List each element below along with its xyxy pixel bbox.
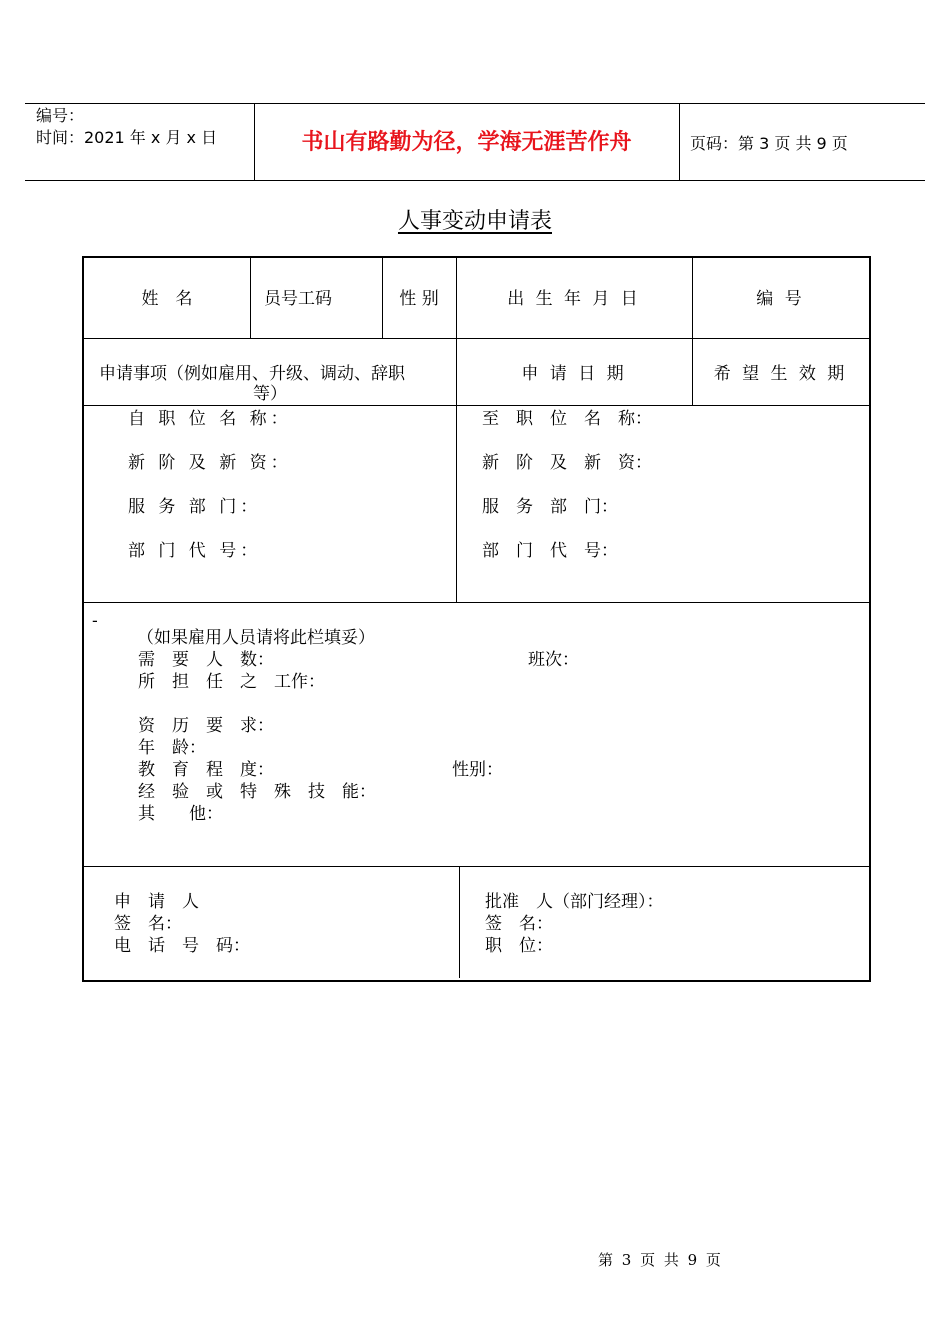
form-title: 人事变动申请表 <box>397 209 552 234</box>
sign-right-signature-label: 签 名： <box>485 914 553 934</box>
header-time-label: 时间：2021 年 x 月 x 日 <box>36 128 218 147</box>
from-department-label: 服 务 部 门： <box>128 497 262 517</box>
hire-headcount-label: 需 要 人 数： <box>138 650 274 670</box>
hire-experience-label: 经 验 或 特 殊 技 能： <box>138 782 376 802</box>
sign-position-label: 职 位： <box>485 936 553 956</box>
sign-approver-label: 批准 人（部门经理）： <box>485 892 664 912</box>
cell-apply-date: 申 请 日 期 <box>521 364 627 384</box>
header-top-rule <box>25 103 925 104</box>
to-position-label: 至 职 位 名 称： <box>482 409 652 429</box>
from-dept-code-label: 部 门 代 号： <box>128 541 262 561</box>
hire-qualification-label: 资 历 要 求： <box>138 716 274 736</box>
hire-education-label: 教 育 程 度： <box>138 760 274 780</box>
cell-matter-line2: 等） <box>253 384 287 404</box>
row2-bottom-rule <box>84 405 869 406</box>
header-bottom-rule <box>25 180 925 181</box>
sign-divider <box>459 866 460 978</box>
header-page-info: 页码：第 3 页 共 9 页 <box>690 134 848 153</box>
cell-name: 姓 名 <box>141 289 193 309</box>
hire-note: （如果雇用人员请将此栏填妥） <box>137 628 375 648</box>
cell-birthdate: 出 生 年 月 日 <box>507 289 641 309</box>
row1-divider-1 <box>250 258 251 338</box>
hire-other-label: 其 他： <box>138 804 223 824</box>
from-grade-salary-label: 新 阶 及 新 资： <box>128 453 292 473</box>
to-grade-salary-label: 新 阶 及 新 资： <box>482 453 652 473</box>
row1-bottom-rule <box>84 338 869 339</box>
sign-applicant-label: 申 请 人 <box>114 892 199 912</box>
transfer-divider <box>456 405 457 602</box>
footer-page-number: 第 3 页 共 9 页 <box>598 1251 723 1269</box>
to-department-label: 服 务 部 门： <box>482 497 618 517</box>
cell-effective-date: 希 望 生 效 期 <box>713 364 848 384</box>
header-motto: 书山有路勤为径，学海无涯苦作舟 <box>301 130 632 155</box>
sign-phone-label: 电 话 号 码： <box>114 936 250 956</box>
hire-age-label: 年 龄： <box>138 738 206 758</box>
hire-shift-label: 班次： <box>528 650 579 670</box>
hire-bottom-rule <box>84 866 869 867</box>
hire-gender-label: 性别： <box>452 760 503 780</box>
cell-employee-code: 员号工码 <box>264 289 332 309</box>
sign-left-signature-label: 签 名： <box>114 914 182 934</box>
header-divider-right <box>679 103 680 181</box>
cell-matter-line1: 申请事项（例如雇用、升级、调动、辞职 <box>99 364 405 384</box>
hire-duty-label: 所 担 任 之 工作： <box>138 672 325 692</box>
to-dept-code-label: 部 门 代 号： <box>482 541 618 561</box>
cell-number: 编 号 <box>756 289 805 309</box>
transfer-bottom-rule <box>84 602 869 603</box>
hire-dash: - <box>92 611 98 631</box>
cell-gender: 性 别 <box>399 289 439 309</box>
from-position-label: 自 职 位 名 称： <box>128 409 292 429</box>
header-number-label: 编号： <box>36 106 85 125</box>
